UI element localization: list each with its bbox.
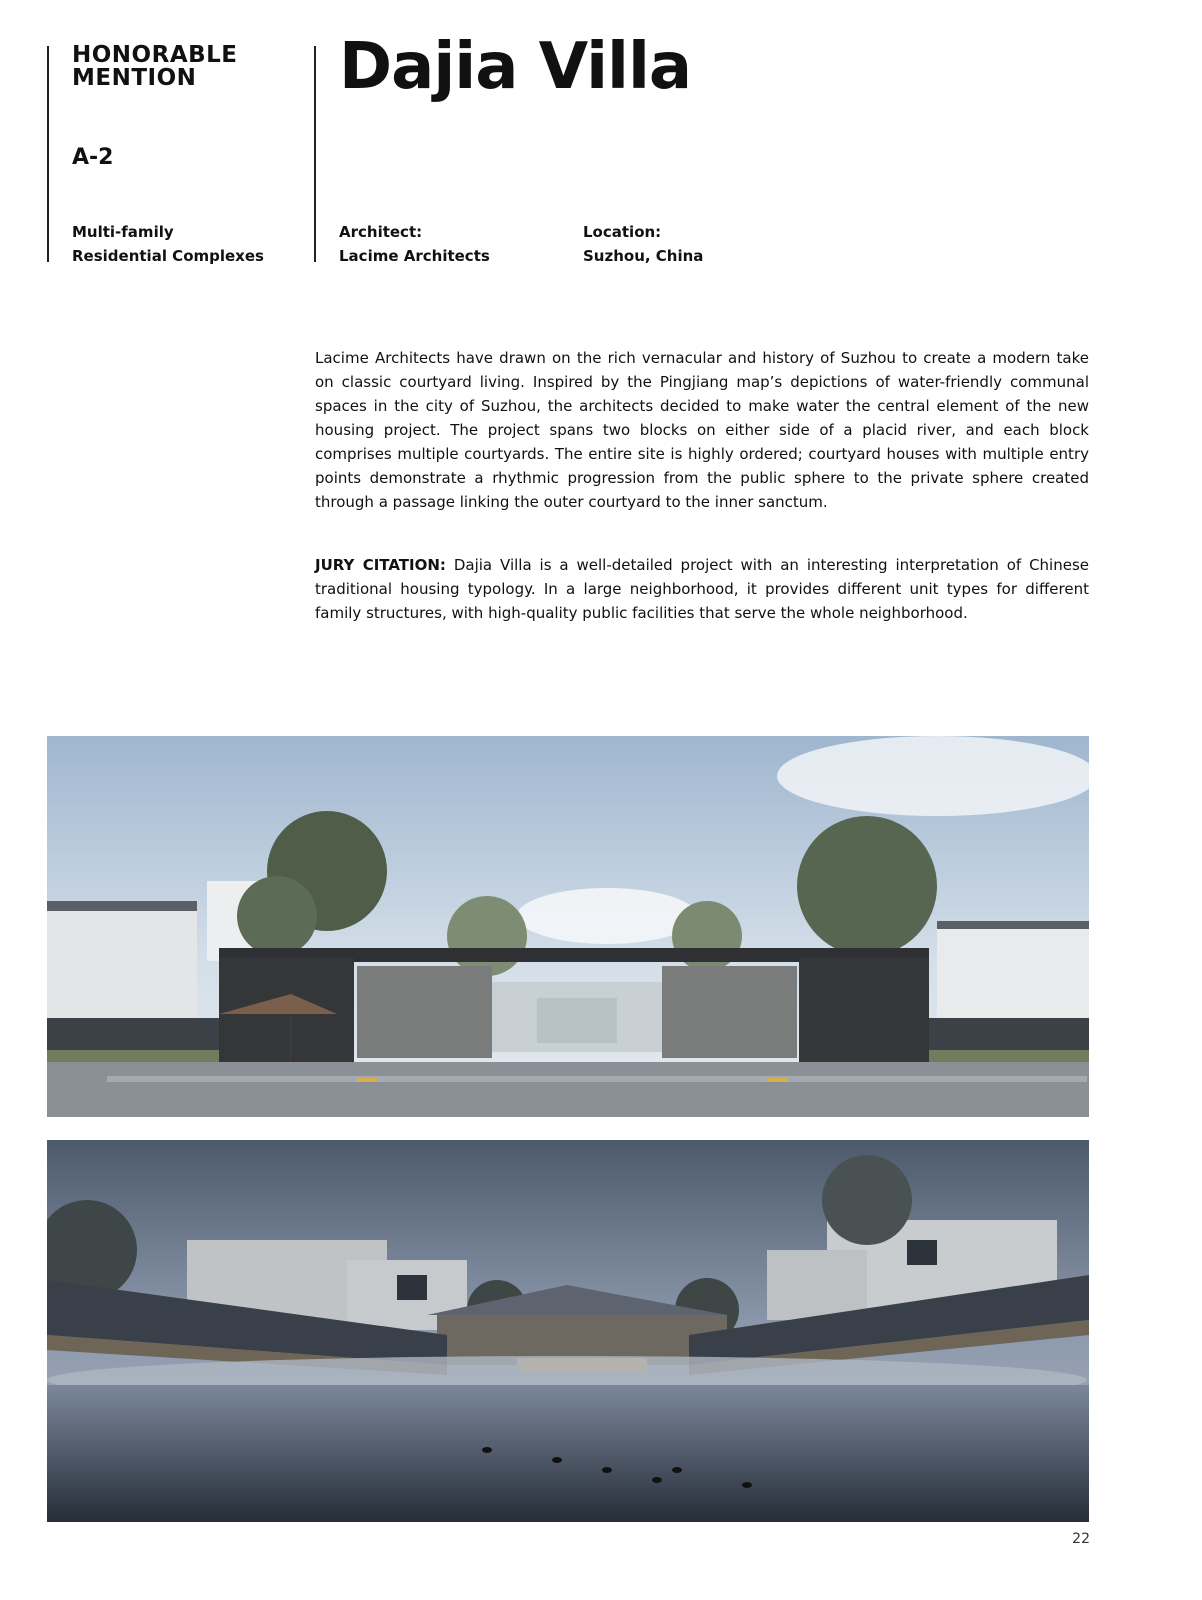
award-line-2: MENTION xyxy=(72,65,197,91)
architect-label: Architect: xyxy=(339,223,423,241)
jury-citation-label: JURY CITATION: xyxy=(315,556,446,574)
location-label: Location: xyxy=(583,223,662,241)
title-divider xyxy=(314,46,316,262)
courtyard-water-photo xyxy=(47,1140,1089,1522)
left-divider xyxy=(47,46,49,262)
architect-block xyxy=(339,220,490,268)
award-label xyxy=(72,44,238,90)
award-line-1: HONORABLE xyxy=(72,42,238,68)
category-line-1: Multi-family xyxy=(72,223,174,241)
page-title: Dajia Villa xyxy=(339,30,692,104)
jury-citation-paragraph xyxy=(315,553,1089,625)
page-number: 22 xyxy=(1072,1531,1090,1547)
location-value: Suzhou, China xyxy=(583,247,704,265)
category xyxy=(72,220,264,268)
jury-citation-text: Dajia Villa is a well-detailed project with an interesting interpretation of Chinese traditional housing typology. In a large neighborhood, it provides different unit types for different family structures, with high-quality public facilities that serve the whole neighborhood. xyxy=(315,556,1089,622)
category-line-2: Residential Complexes xyxy=(72,247,264,265)
location-block xyxy=(583,220,703,268)
architect-value: Lacime Architects xyxy=(339,247,490,265)
description-paragraph: Lacime Architects have drawn on the rich vernacular and history of Suzhou to create a modern take on classic courtyard living. Inspired by the Pingjiang map’s depictions of water-friendly communal spaces in the city of Suzhou, the architects decided to make water the central element of the new housing project. The project spans two blocks on either side of a placid river, and each block comprises multiple courtyards. The entire site is highly ordered; courtyard houses with multiple entry points demonstrate a rhythmic progression from the public sphere to the private sphere created through a passage linking the outer courtyard to the inner sanctum. xyxy=(315,349,1089,511)
entry-code: A-2 xyxy=(72,145,114,170)
entrance-photo xyxy=(47,736,1089,1117)
